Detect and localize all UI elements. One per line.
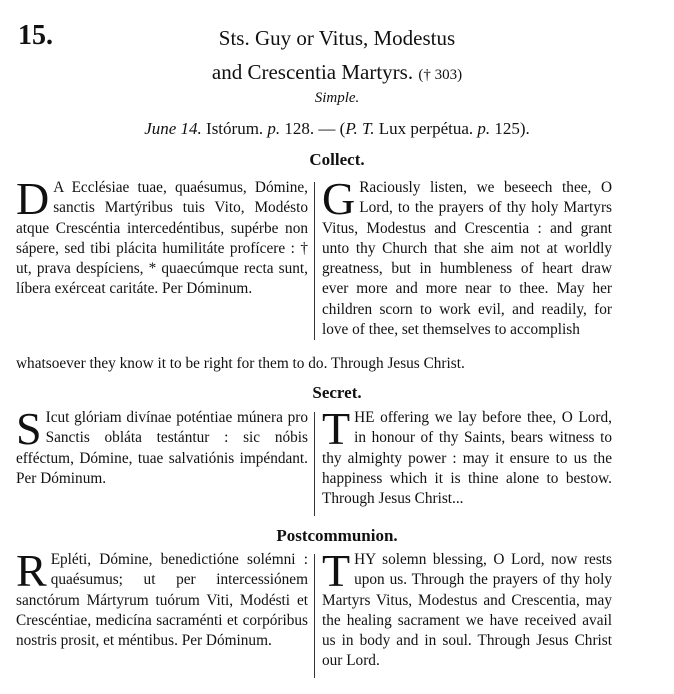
collect-divider [314, 182, 315, 340]
collect-heading: Collect. [309, 150, 365, 169]
postcommunion-divider [314, 554, 315, 678]
collect-english-tail: whatsoever they know it to be right for them to do. Through Jesus Christ. [16, 355, 465, 372]
feast-title-line-1: Sts. Guy or Vitus, Modestus [218, 26, 456, 50]
ref-text-2: 128. — ( [280, 119, 346, 138]
secret-divider [314, 412, 315, 516]
collect-latin [16, 173, 308, 340]
ref-text-1: Istórum. [201, 119, 268, 138]
feast-title-text: and Crescentia Martyrs. [211, 60, 414, 84]
collect-english [322, 173, 612, 350]
secret-english-text: HE offering we lay before thee, O Lord, in honour of thy Saints, bears witness to thy almighty power : may it ensure to us the happiness which it is thine alone to bestow. Through Jesus Christ... [322, 409, 612, 508]
ref-text-4: 125). [490, 119, 530, 138]
postcommunion-english [322, 545, 612, 672]
secret-latin-text: Icut glóriam divínae poténtiae múnera pro Sanctis obláta testántur : sic nóbis efféctum, Dómine, tuae salvatiónis impéndant. Per Dóminum. [16, 409, 308, 487]
feast-title-line-2 [0, 60, 674, 85]
collect-english-initial: G [322, 173, 356, 224]
collect-latin-text: A Ecclésiae tuae, quaésumus, Dómine, sanctis Martýribus tuis Vito, Modésto atque Crescéntia intercedéntibus, supérbe non sápere, sed tibi plácita humilitáte profícere : † ut, prava despíciens, * quaecúmque recta sunt, líbera exérceat caritáte. Per Dóminum. [16, 179, 308, 298]
postcommunion-heading: Postcommunion. [276, 526, 398, 545]
feast-date: († 303) [418, 67, 463, 83]
day-number: 15. [18, 20, 53, 51]
ref-page-abbr-2: p. [477, 119, 491, 138]
ref-text-3: Lux perpétua. [374, 119, 478, 138]
feast-rank: Simple. [314, 90, 360, 106]
postcommunion-english-initial: T [322, 545, 351, 596]
secret-english [322, 403, 612, 509]
postcommunion-english-text: HY solemn blessing, O Lord, now rests upon us. Through the prayers of thy holy Martyrs Vitus, Modestus and Crescentia, may the healing sacrament we have received avail us in body and in soul. Through Jesus Christ our Lord. [322, 551, 612, 670]
collect-latin-initial: D [16, 173, 50, 224]
secret-heading: Secret. [312, 383, 362, 402]
secret-latin-initial: S [16, 403, 42, 454]
ref-pt: P. T. [345, 119, 375, 138]
postcommunion-latin-initial: R [16, 545, 47, 596]
secret-english-initial: T [322, 403, 351, 454]
collect-english-text: Raciously listen, we beseech thee, O Lord, to the prayers of thy holy Martyrs Vitus, Modestus and Crescentia : and grant unto thy Church that she aim not at worldly greatness, but in humbleness of heart draw ever more and more near to thee. May her children scorn to work evil, and readily, for love of thee, set themselves to accomplish [322, 179, 612, 339]
references-line [0, 119, 674, 139]
ref-date: June 14. [144, 119, 202, 138]
postcommunion-latin-text: Epléti, Dómine, benedictióne solémni : quaésumus; ut per intercessiónem sanctórum Mártyrum tuórum Viti, Modésti et Crescéntiae, medicína sacraménti et corpóribus nostris prosit, et méntibus. Per Dóminum. [16, 551, 308, 650]
ref-page-abbr-1: p. [267, 119, 281, 138]
postcommunion-latin [16, 545, 308, 651]
secret-latin [16, 403, 308, 489]
